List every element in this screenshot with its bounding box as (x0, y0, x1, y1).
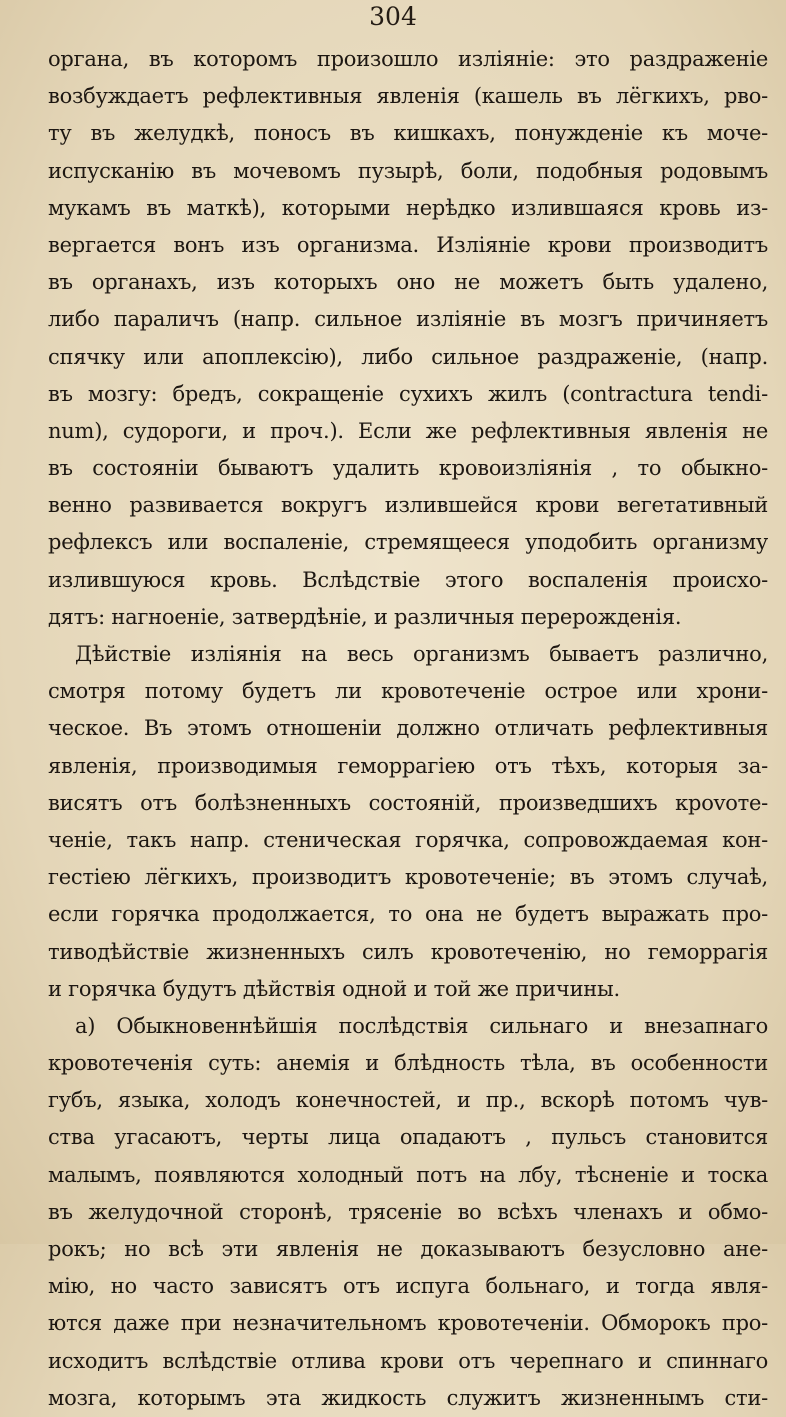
text-line: малымъ, появляются холодный потъ на лбу, тѣсненіе и тоска (48, 1162, 768, 1187)
text-line: кровотеченія суть: анемія и блѣдность тѣла, въ особенности (48, 1051, 768, 1076)
text-line: смотря потому будетъ ли кровотеченіе острое или хрони- (48, 679, 768, 704)
text-line: тиводѣйствіе жизненныхъ силъ кровотеченію, но геморрагія (48, 939, 768, 964)
body-text (48, 41, 768, 1417)
text-line: ются даже при незначительномъ кровотеченіи. Обморокъ про- (48, 1311, 768, 1336)
text-line: либо параличъ (напр. сильное изліяніе въ мозгъ причиняетъ (48, 307, 768, 332)
text-line: Дѣйствіе изліянія на весь организмъ бываетъ различно, (75, 642, 768, 666)
text-line: въ желудочной сторонѣ, трясеніе во всѣхъ членахъ и обмо- (48, 1199, 768, 1224)
text-line: если горячка продолжается, то она не будетъ выражать про- (48, 902, 768, 927)
text-line: рефлексъ или воспаленіе, стремящееся уподобить организму (48, 530, 768, 555)
text-line: ту въ желудкѣ, поносъ въ кишкахъ, понужденіе къ моче- (48, 121, 768, 146)
text-line: въ органахъ, изъ которыхъ оно не можетъ быть удалено, (48, 270, 768, 295)
text-line: вергается вонъ изъ организма. Изліяніе крови производитъ (48, 232, 768, 257)
text-line: и горячка будутъ дѣйствія одной и той же причины. (48, 976, 620, 1001)
page-number: 304 (369, 2, 417, 31)
text-line: ченіе, такъ напр. стеническая горячка, сопровождаемая кон- (48, 827, 768, 852)
text-line: испусканію въ мочевомъ пузырѣ, боли, подобныя родовымъ (48, 158, 768, 183)
text-line: венно развивается вокругъ излившейся крови вегетативный (48, 493, 768, 518)
text-line: явленія, производимыя геморрагіею отъ тѣхъ, которыя за- (48, 753, 768, 778)
text-line: дятъ: нагноеніе, затвердѣніе, и различныя перерожденія. (48, 604, 682, 629)
text-line: въ мозгу: бредъ, сокращеніе сухихъ жилъ (contractura tendi- (48, 381, 768, 406)
text-line: излившуюся кровь. Вслѣдствіе этого воспаленія происхо- (48, 567, 768, 592)
text-line: ства угасаютъ, черты лица опадаютъ , пульсъ становится (48, 1125, 768, 1150)
text-line: рокъ; но всѣ эти явленія не доказываютъ безусловно ане- (48, 1237, 768, 1261)
text-line: гестіею лёгкихъ, производитъ кровотеченіе; въ этомъ случаѣ, (48, 865, 768, 890)
text-line: num), судороги, и проч.). Если же рефлективныя явленія не (48, 418, 768, 443)
text-line: губъ, языка, холодъ конечностей, и пр., вскорѣ потомъ чув- (48, 1088, 768, 1113)
text-line: въ состояніи бываютъ удалить кровоизліянія , то обыкно- (48, 456, 768, 481)
text-line: мукамъ въ маткѣ), которыми нерѣдко излившаяся кровь из- (48, 195, 768, 220)
text-line: возбуждаетъ рефлективныя явленія (кашель въ лёгкихъ, рво- (48, 84, 768, 109)
text-line: висятъ отъ болѣзненныхъ состояній, произведшихъ крovoте- (48, 790, 768, 815)
text-line: ческое. Въ этомъ отношеніи должно отличать рефлективныя (48, 716, 768, 741)
text-line: спячку или апоплексію), либо сильное раздраженіе, (напр. (48, 344, 768, 369)
text-line: исходитъ вслѣдствіе отлива крови отъ черепнаго и спиннаго (48, 1348, 768, 1373)
text-line: мозга, которымъ эта жидкость служитъ жизненнымъ сти- (48, 1385, 768, 1410)
text-line: а) Обыкновеннѣйшія послѣдствія сильнаго и внезапнаго (75, 1013, 768, 1038)
text-line: органа, въ которомъ произошло изліяніе: это раздраженіе (48, 47, 768, 71)
text-line: мію, но часто зависятъ отъ испуга больнаго, и тогда явля- (48, 1274, 768, 1299)
